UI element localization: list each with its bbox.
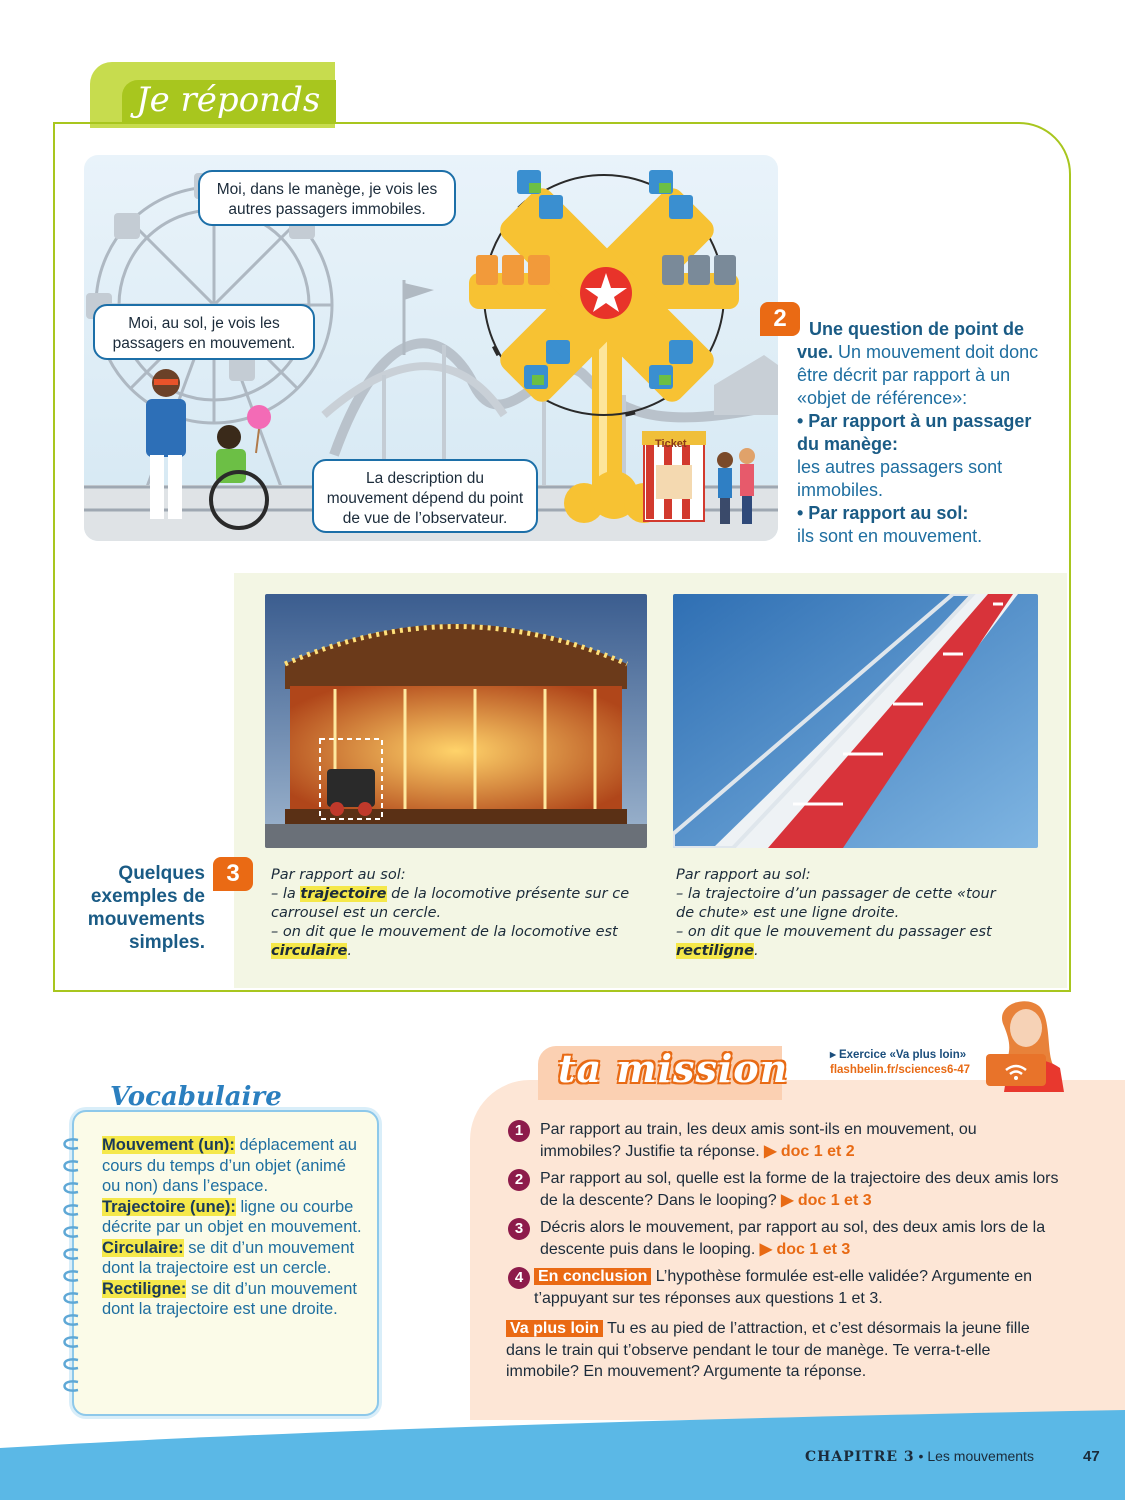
doc3-label: Quelques exemples de mouvements simples. <box>87 863 205 953</box>
go-further-tag: Va plus loin <box>506 1320 603 1337</box>
page-number: 47 <box>1083 1448 1100 1465</box>
section-title: Je réponds <box>136 80 321 120</box>
chapter-label: CHAPITRE 3 <box>805 1449 915 1465</box>
doc2-text <box>797 318 1057 548</box>
question-number-4: 4 <box>508 1267 530 1289</box>
vocab-definition: se dit d’un mouvement dont la trajectoire est un cercle. <box>102 1238 355 1277</box>
doc-number-2: 2 <box>760 302 800 336</box>
question-4-text: L’hypothèse formulée est-elle validée? Argumente en t’appuyant sur tes réponses aux questions 1 et 3. <box>534 1268 1033 1307</box>
question-3-text: Décris alors le mouvement, par rapport au sol, des deux amis lors de la descente puis dans le looping. <box>540 1219 1046 1258</box>
carousel-photo <box>265 594 647 848</box>
vocabulary-list <box>102 1135 364 1320</box>
vocab-entry <box>102 1135 364 1197</box>
question-2 <box>540 1168 1065 1211</box>
doc2-title: Une question de point de vue. <box>797 319 1024 362</box>
vocab-entry <box>102 1197 364 1238</box>
exercise-link-label: ▸ Exercice «Va plus loin» <box>830 1049 967 1061</box>
question-number-2: 2 <box>508 1169 530 1191</box>
girl-with-laptop-illustration <box>984 996 1074 1092</box>
carousel-caption <box>271 866 631 961</box>
carousel-caption-line2-end: de la locomotive présente sur ce carrousel est un cercle. <box>271 886 630 921</box>
chapter-title: Les mouvements <box>927 1448 1034 1464</box>
doc2-point1-text: les autres passagers sont immobiles. <box>797 457 1003 500</box>
vocab-term: Circulaire: <box>102 1238 184 1257</box>
tower-caption-line1: Par rapport au sol: <box>676 867 811 883</box>
carousel-caption-line1: Par rapport au sol: <box>271 867 406 883</box>
tower-caption-line3: – on dit que le mouvement du passager est <box>676 924 992 940</box>
caption-bubble: La description du mouvement dépend du point de vue de l’observateur. <box>312 459 538 533</box>
exercise-url[interactable]: flashbelin.fr/sciences6-47 <box>830 1064 970 1076</box>
vocab-entry <box>102 1279 364 1320</box>
carousel-caption-line3: – on dit que le mouvement de la locomotive est <box>271 924 618 940</box>
exercise-link[interactable] <box>830 1048 970 1078</box>
tower-caption-end: . <box>753 943 759 959</box>
vocab-definition: ligne ou courbe décrite par un objet en mouvement. <box>102 1197 362 1236</box>
vocab-definition: déplacement au cours du temps d’un objet (animé ou non) dans l’espace. <box>102 1136 357 1195</box>
speech-bubble-ground: Moi, au sol, je vois les passagers en mouvement. <box>93 304 315 360</box>
chapter-separator: • <box>914 1448 928 1464</box>
vocab-term: Rectiligne: <box>102 1279 187 1298</box>
question-2-text: Par rapport au sol, quelle est la forme de la trajectoire des deux amis lors de la descente? Dans le looping? <box>540 1170 1059 1209</box>
question-1 <box>540 1119 1060 1162</box>
ticket-sign: Ticket <box>655 438 687 450</box>
mission-title: ta mission <box>558 1046 789 1091</box>
question-1-reference: ▶ doc 1 et 2 <box>764 1142 855 1160</box>
carousel-caption-line2-start: – la <box>271 886 301 902</box>
vocab-definition: se dit d’un mouvement dont la trajectoire est une droite. <box>102 1279 357 1318</box>
tower-caption-line2: – la trajectoire d’un passager de cette «tour de chute» est une ligne droite. <box>676 886 996 921</box>
term-rectiligne: rectiligne <box>676 943 754 959</box>
question-2-reference: ▶ doc 1 et 3 <box>781 1191 872 1209</box>
question-number-1: 1 <box>508 1120 530 1142</box>
go-further-question <box>506 1318 1061 1383</box>
footer-chapter <box>805 1448 1034 1465</box>
go-further-text: Tu es au pied de l’attraction, et c’est désormais la jeune fille dans le train qui t’observe pendant le tour de manège. Te verra-t-elle immobile? En mouvement? Argumente ta réponse. <box>506 1320 1030 1380</box>
question-3-reference: ▶ doc 1 et 3 <box>759 1240 851 1258</box>
carousel-caption-end: . <box>347 943 352 959</box>
doc2-point1-heading: • Par rapport à un passager du manège: <box>797 411 1032 454</box>
doc-number-3: 3 <box>213 857 253 891</box>
question-3 <box>540 1217 1065 1260</box>
vocabulary-title: Vocabulaire <box>110 1082 282 1112</box>
doc2-point2-heading: • Par rapport au sol: <box>797 503 969 523</box>
doc2-point2-text: ils sont en mouvement. <box>797 526 983 546</box>
spiral-binding <box>56 1132 86 1402</box>
doc2-intro: Un mouvement doit donc être décrit par rapport à un «objet de référence»: <box>797 342 1039 408</box>
vocab-term: Trajectoire (une): <box>102 1197 236 1216</box>
term-trajectoire: trajectoire <box>300 886 387 902</box>
tower-caption <box>676 866 1006 961</box>
drop-tower-photo <box>673 594 1038 848</box>
term-circulaire: circulaire <box>271 943 348 959</box>
question-number-3: 3 <box>508 1218 530 1240</box>
question-1-text: Par rapport au train, les deux amis sont-ils en mouvement, ou immobiles? Justifie ta réponse. <box>540 1121 977 1160</box>
conclusion-tag: En conclusion <box>534 1268 651 1285</box>
vocab-entry <box>102 1238 364 1279</box>
speech-bubble-rider: Moi, dans le manège, je vois les autres passagers immobiles. <box>198 170 456 226</box>
question-4 <box>534 1266 1064 1309</box>
vocab-term: Mouvement (un): <box>102 1136 235 1154</box>
